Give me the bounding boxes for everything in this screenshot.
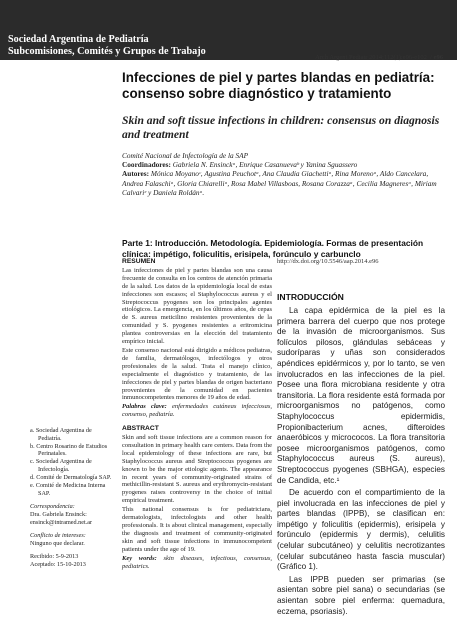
author-block <box>122 151 444 197</box>
coordinators-label: Coordinadores: <box>122 160 171 170</box>
doi-link[interactable]: http://dx.doi.org/10.5546/aap.2014.e96 <box>277 258 379 265</box>
introduccion-body <box>277 306 445 617</box>
authors-line <box>122 169 444 197</box>
resumen-keywords-text: enfermedades cutáneas infecciosas, consenso, pediatría. <box>122 403 272 419</box>
coordinators-names: Gabriela N. Ensinckᵃ, Enrique Casanuevaᵇ y Yanina Sguassero <box>172 160 358 170</box>
submission-dates <box>30 553 112 568</box>
abstract-paragraph: Skin and soft tissue infections are a common reason for consultation in primary health care centers. Data from the local epidemiology of these infections are rare, but Staphylococcus aureus and Streptococcus pyogenes are known to be the major etiologic agents. The appearance in recent years of community-originated strains of methicillin-resistant S. aureus and erythromycin-resistant pyogenes raises controversy in the choice of initial empirical treatment. <box>122 434 272 505</box>
abstract-keywords <box>122 555 272 571</box>
doi-container <box>277 258 447 265</box>
introduccion-paragraph: Las IPPB pueden ser primarias (se asientan sobre piel sana) o secundarias (se asientan sobre piel enferma: quemadura, eczema, psoriasis). <box>277 574 445 616</box>
affiliation-list <box>30 427 112 497</box>
committee-name: Comité Nacional de Infectología de la SAP <box>122 151 249 160</box>
resumen-heading: RESUMEN <box>122 258 156 265</box>
society-name: Sociedad Argentina de Pediatría <box>8 34 149 45</box>
correspondence-label: Correspondencia: <box>30 503 75 511</box>
conflict-label: Conflicto de intereses: <box>30 532 86 540</box>
part-title: Parte 1: Introducción. Metodología. Epidemiología. Formas de presentación clínica: impétigo, foliculitis, erisipela, forúnculo y carbunclo <box>122 238 424 259</box>
authors-label: Autores: <box>122 169 150 179</box>
authors-names: Mónica Moyanoᶜ, Agustina Peuchotᵃ, Ana Claudia Giachettiᵃ, Rina Morenoᵃ, Aldo Cancelara, Andrea Falaschiᵃ, Gloria Chiarelliᵃ, Rosa Mabel Villasboas, Rosana Corazzaᵃ, Cecilia Magneresᵃ, Miriam Calvariᵉ y Daniela Roldánᵃ. <box>122 169 437 197</box>
affiliation-item: d. Comité de Dermatología SAP. <box>30 474 112 482</box>
abstract-paragraph: This national consensus is for pediatricians, dermatologists, infectologists and other health professionals. It is about clinical management, especially the diagnosis and treatment of community-originated skin and soft tissue infections in immunocompetent patients under the age of 19. <box>122 506 272 553</box>
page-number: e96 <box>433 54 443 61</box>
journal-citation: Arch Argent Pediatr 2014;112(1):e96-e102 <box>315 54 427 61</box>
abstract-heading: ABSTRACT <box>122 425 159 433</box>
correspondence-detail[interactable]: Dra. Gabriela Ensinck: ensinck@intramed.net.ar <box>30 510 93 526</box>
resumen-keywords-label: Palabras clave: <box>122 403 167 411</box>
journal-reference: Arch Argent Pediatr 2014;112(1):e96-e102 / e96 <box>315 54 443 61</box>
resumen-paragraph: Las infecciones de piel y partes blandas son una causa frecuente de consulta en los centros de atención primaria de la salud. Los datos de la epidemiología local de estas infecciones son escasos; el Staphylococcus aureus y el Streptococcus pyogenes son los principales agentes etiológicos. La emergencia, en los últimos años, de cepas de S. aureus meticilino resistentes provenientes de la comunidad y S. pyogenes resistentes a eritromicina plantea controversias en la elección del tratamiento empírico inicial. <box>122 266 272 346</box>
affiliation-item: e. Comité de Medicina Interna SAP. <box>30 482 106 497</box>
subcommittees-title: Subcomisiones, Comités y Grupos de Trabajo <box>8 46 206 57</box>
introduccion-paragraph: De acuerdo con el compartimiento de la piel involucrada en las infecciones de piel y partes blandas (IPPB), se clasifican en: impétigo y foliculitis (epidermis), erisipela y forúnculo (epidermis y dermis), celulitis (celular subcutáneo) y celulitis necrotizantes (celular subcutáneo hasta fascia muscular) (Gráfico 1). <box>277 488 445 572</box>
abstract-keywords-label: Key words: <box>122 554 157 562</box>
article-title: Infecciones de piel y partes blandas en pediatría: consenso sobre diagnóstico y tratamiento <box>122 70 435 101</box>
introduccion-heading: INTRODUCCIÓN <box>277 292 344 302</box>
resumen-paragraph: Este consenso nacional está dirigido a médicos pediatras, de familia, dermatólogos, infectólogos y otros profesionales de la salud. Trata el manejo clínico, especialmente el diagnóstico y tratamiento, de las infecciones de piel y partes blandas de origen bacteriano provenientes de la comunidad en pacientes inmunocompetentes menores de 19 años de edad. <box>122 346 272 402</box>
affiliation-item: a. Sociedad Argentina de Pediatría. <box>30 427 92 442</box>
resumen-keywords <box>122 403 272 419</box>
coordinators-line <box>122 160 444 169</box>
sidebar-notes <box>30 427 112 569</box>
affiliation-item: b. Centro Rosarino de Estudios Perinatales. <box>30 442 108 458</box>
affiliation-item: c. Sociedad Argentina de Infectología. <box>30 458 92 473</box>
introduccion-paragraph: La capa epidérmica de la piel es la primera barrera del cuerpo que nos protege de la invasión de microorganismos. Sus folículos pilosos, glándulas sebáceas y sudoríparas y uñas son considerados apéndices epidérmicos y, por lo tanto, se ven involucrados en las infecciones de la piel. Posee una flora microbiana residente y otra transitoria. La flora residente está formada por microorganismos no patógenos, como Staphylococcus epidermidis, Propionibacterium acnes, difteroides anaeróbicos y micrococos. La flora transitoria posee microorganismos patógenos, como Staphylococcus aureus (S. aureus), Streptococcus pyogenes (SBHGA), especies de Candida, etc.¹ <box>277 306 445 485</box>
abstract-keywords-text: skin diseases, infectious, consensus, pediatrics. <box>122 554 272 570</box>
article-subtitle: Skin and soft tissue infections in children: consensus on diagnosis and treatment <box>122 114 440 141</box>
abstract-column <box>122 258 272 571</box>
conflict-statement: Ninguno que declarar. <box>30 539 85 547</box>
received-date: Recibido: 5-9-2013 <box>30 553 79 561</box>
accepted-date: Aceptado: 15-10-2013 <box>30 560 86 568</box>
journal-header-banner <box>0 0 457 60</box>
